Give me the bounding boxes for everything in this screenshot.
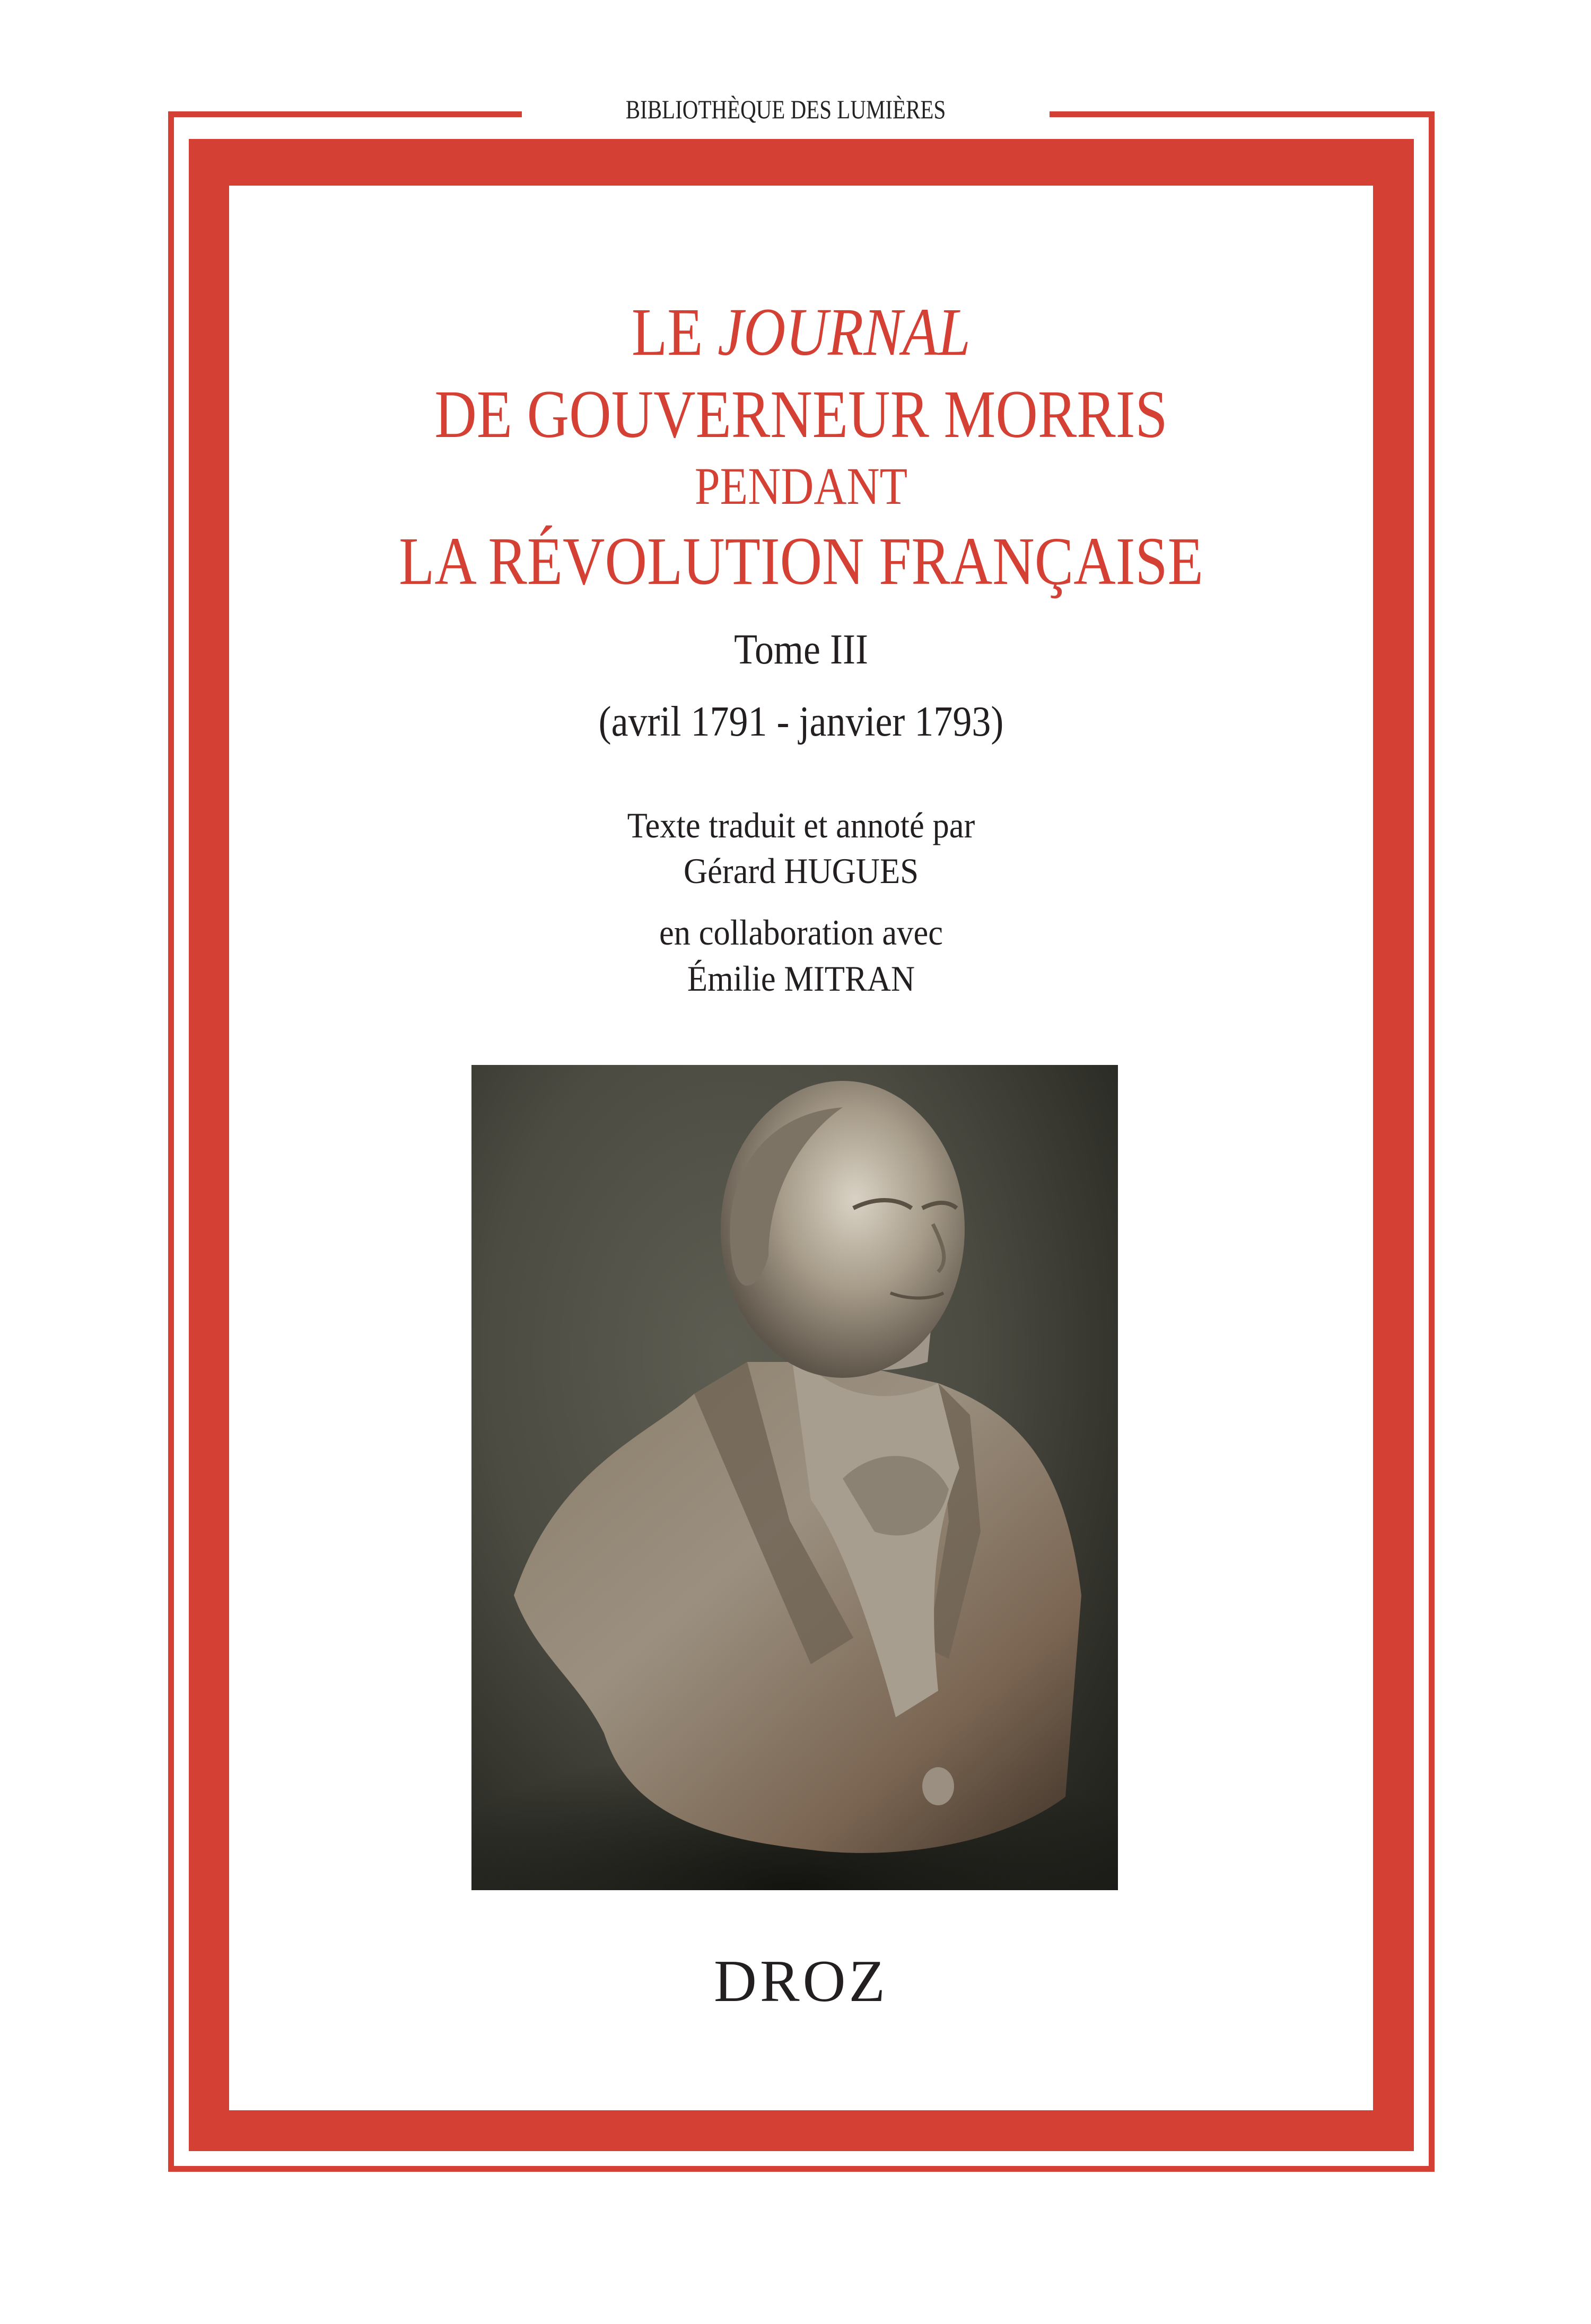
translated-by-label: Texte traduit et annoté par bbox=[627, 805, 975, 845]
title-line-2: DE GOUVERNEUR MORRIS bbox=[434, 377, 1168, 452]
collaborator-name: Émilie MITRAN bbox=[687, 958, 915, 999]
publisher-name: DROZ bbox=[714, 1949, 888, 2014]
series-label: BIBLIOTHÈQUE DES LUMIÈRES bbox=[625, 94, 946, 124]
bust-sculpture-icon bbox=[471, 1065, 1118, 1890]
title-line-4: LA RÉVOLUTION FRANÇAISE bbox=[399, 523, 1203, 599]
volume-number: Tome III bbox=[734, 626, 868, 673]
title-line-3: PENDANT bbox=[694, 457, 908, 516]
translator-name: Gérard HUGUES bbox=[683, 851, 919, 891]
date-range: (avril 1791 - janvier 1793) bbox=[598, 698, 1004, 745]
title-italic-word: JOURNAL bbox=[718, 294, 971, 370]
title-prefix: LE bbox=[632, 294, 718, 370]
bust-portrait-image bbox=[471, 1065, 1118, 1890]
title-line-1 bbox=[309, 295, 1293, 369]
collaboration-label: en collaboration avec bbox=[659, 912, 943, 953]
